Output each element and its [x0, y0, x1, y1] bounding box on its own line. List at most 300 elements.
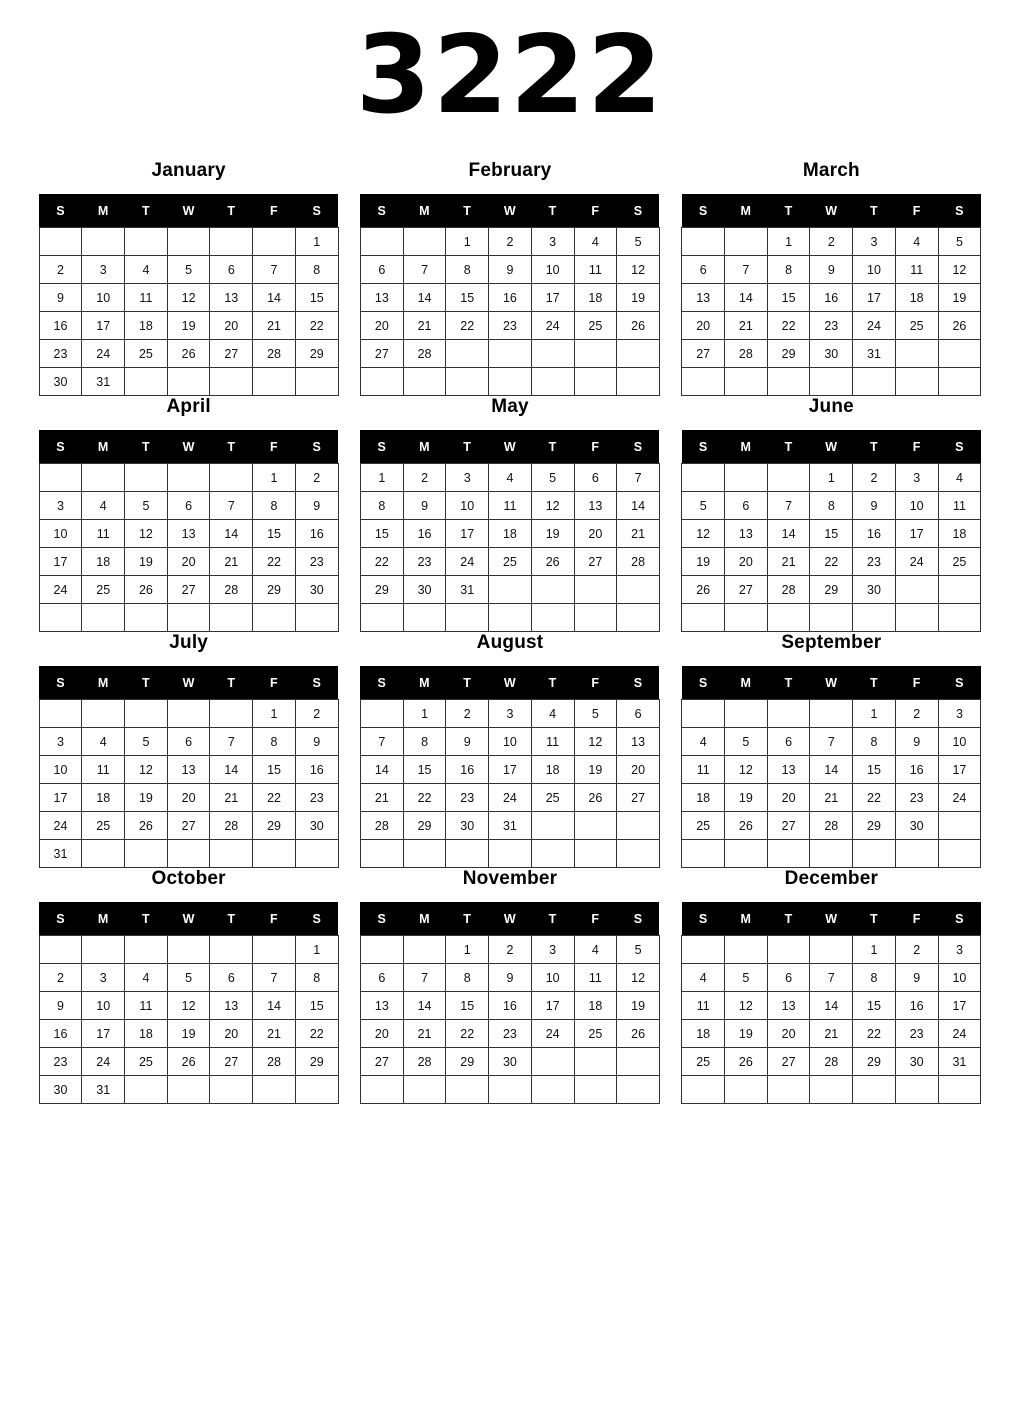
day-cell[interactable]: 9 [39, 992, 82, 1020]
day-cell[interactable]: 1 [853, 936, 896, 964]
day-cell[interactable]: 2 [895, 700, 938, 728]
day-cell[interactable]: 24 [531, 1020, 574, 1048]
day-cell[interactable]: 7 [403, 256, 446, 284]
day-cell[interactable]: 23 [895, 784, 938, 812]
day-cell[interactable]: 21 [810, 784, 853, 812]
day-cell[interactable]: 14 [360, 756, 403, 784]
day-cell[interactable]: 28 [810, 1048, 853, 1076]
day-cell[interactable]: 2 [446, 700, 489, 728]
day-cell[interactable]: 30 [895, 1048, 938, 1076]
day-cell[interactable]: 8 [767, 256, 810, 284]
day-cell[interactable]: 19 [167, 312, 210, 340]
day-cell[interactable]: 23 [295, 784, 338, 812]
day-cell[interactable]: 16 [895, 756, 938, 784]
day-cell[interactable]: 2 [403, 464, 446, 492]
day-cell[interactable]: 14 [810, 756, 853, 784]
day-cell[interactable]: 2 [489, 936, 532, 964]
day-cell[interactable]: 25 [574, 312, 617, 340]
day-cell[interactable]: 13 [210, 284, 253, 312]
day-cell[interactable]: 28 [767, 576, 810, 604]
day-cell[interactable]: 3 [531, 936, 574, 964]
day-cell[interactable]: 25 [682, 812, 725, 840]
day-cell[interactable]: 5 [938, 228, 981, 256]
day-cell[interactable]: 22 [810, 548, 853, 576]
day-cell[interactable]: 26 [725, 812, 768, 840]
day-cell[interactable]: 15 [403, 756, 446, 784]
day-cell[interactable]: 16 [295, 520, 338, 548]
day-cell[interactable]: 7 [725, 256, 768, 284]
day-cell[interactable]: 4 [489, 464, 532, 492]
day-cell[interactable]: 11 [938, 492, 981, 520]
day-cell[interactable]: 23 [853, 548, 896, 576]
day-cell[interactable]: 12 [125, 520, 168, 548]
day-cell[interactable]: 21 [210, 784, 253, 812]
day-cell[interactable]: 6 [617, 700, 660, 728]
day-cell[interactable]: 19 [617, 284, 660, 312]
day-cell[interactable]: 26 [125, 812, 168, 840]
day-cell[interactable]: 1 [446, 228, 489, 256]
day-cell[interactable]: 18 [82, 784, 125, 812]
day-cell[interactable]: 11 [574, 964, 617, 992]
day-cell[interactable]: 11 [82, 756, 125, 784]
day-cell[interactable]: 11 [125, 992, 168, 1020]
day-cell[interactable]: 11 [125, 284, 168, 312]
day-cell[interactable]: 11 [82, 520, 125, 548]
day-cell[interactable]: 8 [253, 728, 296, 756]
day-cell[interactable]: 16 [39, 312, 82, 340]
day-cell[interactable]: 10 [446, 492, 489, 520]
day-cell[interactable]: 14 [403, 992, 446, 1020]
day-cell[interactable]: 26 [938, 312, 981, 340]
day-cell[interactable]: 14 [810, 992, 853, 1020]
day-cell[interactable]: 12 [725, 992, 768, 1020]
day-cell[interactable]: 27 [360, 1048, 403, 1076]
day-cell[interactable]: 30 [446, 812, 489, 840]
day-cell[interactable]: 15 [253, 520, 296, 548]
day-cell[interactable]: 16 [295, 756, 338, 784]
day-cell[interactable]: 29 [253, 576, 296, 604]
day-cell[interactable]: 15 [853, 992, 896, 1020]
day-cell[interactable]: 17 [82, 312, 125, 340]
day-cell[interactable]: 29 [360, 576, 403, 604]
day-cell[interactable]: 25 [895, 312, 938, 340]
day-cell[interactable]: 14 [617, 492, 660, 520]
day-cell[interactable]: 20 [360, 1020, 403, 1048]
day-cell[interactable]: 3 [82, 256, 125, 284]
day-cell[interactable]: 13 [767, 992, 810, 1020]
day-cell[interactable]: 4 [895, 228, 938, 256]
day-cell[interactable]: 11 [574, 256, 617, 284]
day-cell[interactable]: 14 [725, 284, 768, 312]
day-cell[interactable]: 11 [895, 256, 938, 284]
day-cell[interactable]: 19 [938, 284, 981, 312]
day-cell[interactable]: 8 [295, 964, 338, 992]
day-cell[interactable]: 13 [682, 284, 725, 312]
day-cell[interactable]: 12 [617, 256, 660, 284]
day-cell[interactable]: 19 [125, 548, 168, 576]
day-cell[interactable]: 18 [682, 1020, 725, 1048]
day-cell[interactable]: 31 [938, 1048, 981, 1076]
day-cell[interactable]: 14 [253, 284, 296, 312]
day-cell[interactable]: 9 [895, 964, 938, 992]
day-cell[interactable]: 2 [39, 256, 82, 284]
day-cell[interactable]: 21 [810, 1020, 853, 1048]
day-cell[interactable]: 31 [82, 368, 125, 396]
day-cell[interactable]: 25 [82, 576, 125, 604]
day-cell[interactable]: 17 [531, 992, 574, 1020]
day-cell[interactable]: 9 [295, 492, 338, 520]
day-cell[interactable]: 29 [295, 1048, 338, 1076]
day-cell[interactable]: 19 [125, 784, 168, 812]
day-cell[interactable]: 11 [531, 728, 574, 756]
day-cell[interactable]: 6 [360, 256, 403, 284]
day-cell[interactable]: 20 [767, 1020, 810, 1048]
day-cell[interactable]: 25 [125, 1048, 168, 1076]
day-cell[interactable]: 27 [210, 340, 253, 368]
day-cell[interactable]: 26 [125, 576, 168, 604]
day-cell[interactable]: 11 [489, 492, 532, 520]
day-cell[interactable]: 24 [853, 312, 896, 340]
day-cell[interactable]: 27 [767, 812, 810, 840]
day-cell[interactable]: 26 [682, 576, 725, 604]
day-cell[interactable]: 18 [938, 520, 981, 548]
day-cell[interactable]: 21 [210, 548, 253, 576]
day-cell[interactable]: 1 [360, 464, 403, 492]
day-cell[interactable]: 28 [725, 340, 768, 368]
day-cell[interactable]: 10 [938, 728, 981, 756]
day-cell[interactable]: 3 [39, 728, 82, 756]
day-cell[interactable]: 7 [767, 492, 810, 520]
day-cell[interactable]: 18 [895, 284, 938, 312]
day-cell[interactable]: 3 [853, 228, 896, 256]
day-cell[interactable]: 2 [295, 700, 338, 728]
day-cell[interactable]: 17 [531, 284, 574, 312]
day-cell[interactable]: 2 [489, 228, 532, 256]
day-cell[interactable]: 14 [210, 520, 253, 548]
day-cell[interactable]: 5 [574, 700, 617, 728]
day-cell[interactable]: 20 [617, 756, 660, 784]
day-cell[interactable]: 30 [295, 812, 338, 840]
day-cell[interactable]: 23 [895, 1020, 938, 1048]
day-cell[interactable]: 18 [574, 284, 617, 312]
day-cell[interactable]: 9 [403, 492, 446, 520]
day-cell[interactable]: 26 [617, 1020, 660, 1048]
day-cell[interactable]: 14 [253, 992, 296, 1020]
day-cell[interactable]: 5 [725, 964, 768, 992]
day-cell[interactable]: 16 [489, 992, 532, 1020]
day-cell[interactable]: 14 [767, 520, 810, 548]
day-cell[interactable]: 12 [938, 256, 981, 284]
day-cell[interactable]: 16 [39, 1020, 82, 1048]
day-cell[interactable]: 3 [938, 936, 981, 964]
day-cell[interactable]: 17 [938, 992, 981, 1020]
day-cell[interactable]: 6 [682, 256, 725, 284]
day-cell[interactable]: 15 [767, 284, 810, 312]
day-cell[interactable]: 31 [39, 840, 82, 868]
day-cell[interactable]: 16 [403, 520, 446, 548]
day-cell[interactable]: 19 [725, 1020, 768, 1048]
day-cell[interactable]: 28 [210, 812, 253, 840]
day-cell[interactable]: 14 [210, 756, 253, 784]
day-cell[interactable]: 9 [853, 492, 896, 520]
day-cell[interactable]: 8 [403, 728, 446, 756]
day-cell[interactable]: 2 [895, 936, 938, 964]
day-cell[interactable]: 3 [489, 700, 532, 728]
day-cell[interactable]: 23 [810, 312, 853, 340]
day-cell[interactable]: 29 [810, 576, 853, 604]
day-cell[interactable]: 31 [853, 340, 896, 368]
day-cell[interactable]: 20 [167, 548, 210, 576]
day-cell[interactable]: 20 [725, 548, 768, 576]
day-cell[interactable]: 1 [810, 464, 853, 492]
day-cell[interactable]: 21 [403, 312, 446, 340]
day-cell[interactable]: 10 [82, 992, 125, 1020]
day-cell[interactable]: 5 [167, 256, 210, 284]
day-cell[interactable]: 3 [446, 464, 489, 492]
day-cell[interactable]: 4 [531, 700, 574, 728]
day-cell[interactable]: 7 [360, 728, 403, 756]
day-cell[interactable]: 23 [446, 784, 489, 812]
day-cell[interactable]: 30 [295, 576, 338, 604]
day-cell[interactable]: 24 [895, 548, 938, 576]
day-cell[interactable]: 26 [725, 1048, 768, 1076]
day-cell[interactable]: 3 [531, 228, 574, 256]
day-cell[interactable]: 12 [167, 992, 210, 1020]
day-cell[interactable]: 5 [125, 492, 168, 520]
day-cell[interactable]: 2 [39, 964, 82, 992]
day-cell[interactable]: 22 [295, 1020, 338, 1048]
day-cell[interactable]: 13 [167, 520, 210, 548]
day-cell[interactable]: 4 [125, 256, 168, 284]
day-cell[interactable]: 10 [39, 520, 82, 548]
day-cell[interactable]: 1 [295, 936, 338, 964]
day-cell[interactable]: 9 [295, 728, 338, 756]
day-cell[interactable]: 6 [167, 728, 210, 756]
day-cell[interactable]: 1 [253, 700, 296, 728]
day-cell[interactable]: 27 [725, 576, 768, 604]
day-cell[interactable]: 22 [360, 548, 403, 576]
day-cell[interactable]: 30 [403, 576, 446, 604]
day-cell[interactable]: 17 [446, 520, 489, 548]
day-cell[interactable]: 3 [82, 964, 125, 992]
day-cell[interactable]: 28 [253, 340, 296, 368]
day-cell[interactable]: 6 [767, 728, 810, 756]
day-cell[interactable]: 9 [895, 728, 938, 756]
day-cell[interactable]: 28 [810, 812, 853, 840]
day-cell[interactable]: 12 [167, 284, 210, 312]
day-cell[interactable]: 17 [39, 784, 82, 812]
day-cell[interactable]: 13 [574, 492, 617, 520]
day-cell[interactable]: 22 [403, 784, 446, 812]
day-cell[interactable]: 30 [810, 340, 853, 368]
day-cell[interactable]: 22 [253, 548, 296, 576]
day-cell[interactable]: 24 [39, 576, 82, 604]
day-cell[interactable]: 15 [853, 756, 896, 784]
day-cell[interactable]: 6 [725, 492, 768, 520]
day-cell[interactable]: 22 [295, 312, 338, 340]
day-cell[interactable]: 21 [403, 1020, 446, 1048]
day-cell[interactable]: 4 [938, 464, 981, 492]
day-cell[interactable]: 3 [938, 700, 981, 728]
day-cell[interactable]: 27 [682, 340, 725, 368]
day-cell[interactable]: 5 [167, 964, 210, 992]
day-cell[interactable]: 7 [210, 728, 253, 756]
day-cell[interactable]: 12 [725, 756, 768, 784]
day-cell[interactable]: 13 [167, 756, 210, 784]
day-cell[interactable]: 10 [531, 964, 574, 992]
day-cell[interactable]: 8 [295, 256, 338, 284]
day-cell[interactable]: 15 [253, 756, 296, 784]
day-cell[interactable]: 21 [725, 312, 768, 340]
day-cell[interactable]: 10 [39, 756, 82, 784]
day-cell[interactable]: 28 [360, 812, 403, 840]
day-cell[interactable]: 7 [617, 464, 660, 492]
day-cell[interactable]: 22 [446, 312, 489, 340]
day-cell[interactable]: 31 [489, 812, 532, 840]
day-cell[interactable]: 6 [210, 256, 253, 284]
day-cell[interactable]: 17 [895, 520, 938, 548]
day-cell[interactable]: 22 [253, 784, 296, 812]
day-cell[interactable]: 5 [617, 936, 660, 964]
day-cell[interactable]: 2 [295, 464, 338, 492]
day-cell[interactable]: 23 [39, 340, 82, 368]
day-cell[interactable]: 20 [767, 784, 810, 812]
day-cell[interactable]: 30 [39, 368, 82, 396]
day-cell[interactable]: 19 [531, 520, 574, 548]
day-cell[interactable]: 22 [853, 784, 896, 812]
day-cell[interactable]: 4 [125, 964, 168, 992]
day-cell[interactable]: 31 [446, 576, 489, 604]
day-cell[interactable]: 10 [531, 256, 574, 284]
day-cell[interactable]: 27 [617, 784, 660, 812]
day-cell[interactable]: 23 [489, 1020, 532, 1048]
day-cell[interactable]: 27 [210, 1048, 253, 1076]
day-cell[interactable]: 7 [403, 964, 446, 992]
day-cell[interactable]: 26 [617, 312, 660, 340]
day-cell[interactable]: 9 [810, 256, 853, 284]
day-cell[interactable]: 24 [446, 548, 489, 576]
day-cell[interactable]: 18 [125, 312, 168, 340]
day-cell[interactable]: 4 [574, 228, 617, 256]
day-cell[interactable]: 27 [360, 340, 403, 368]
day-cell[interactable]: 29 [295, 340, 338, 368]
day-cell[interactable]: 7 [253, 964, 296, 992]
day-cell[interactable]: 16 [853, 520, 896, 548]
day-cell[interactable]: 1 [446, 936, 489, 964]
day-cell[interactable]: 19 [574, 756, 617, 784]
day-cell[interactable]: 5 [725, 728, 768, 756]
day-cell[interactable]: 17 [938, 756, 981, 784]
day-cell[interactable]: 25 [125, 340, 168, 368]
day-cell[interactable]: 25 [82, 812, 125, 840]
day-cell[interactable]: 8 [810, 492, 853, 520]
day-cell[interactable]: 21 [253, 1020, 296, 1048]
day-cell[interactable]: 14 [403, 284, 446, 312]
day-cell[interactable]: 9 [446, 728, 489, 756]
day-cell[interactable]: 29 [767, 340, 810, 368]
day-cell[interactable]: 16 [895, 992, 938, 1020]
day-cell[interactable]: 30 [39, 1076, 82, 1104]
day-cell[interactable]: 21 [617, 520, 660, 548]
day-cell[interactable]: 9 [489, 256, 532, 284]
day-cell[interactable]: 8 [253, 492, 296, 520]
day-cell[interactable]: 10 [82, 284, 125, 312]
day-cell[interactable]: 17 [82, 1020, 125, 1048]
day-cell[interactable]: 13 [767, 756, 810, 784]
day-cell[interactable]: 4 [574, 936, 617, 964]
day-cell[interactable]: 20 [360, 312, 403, 340]
day-cell[interactable]: 20 [210, 1020, 253, 1048]
day-cell[interactable]: 7 [253, 256, 296, 284]
day-cell[interactable]: 7 [810, 964, 853, 992]
day-cell[interactable]: 9 [489, 964, 532, 992]
day-cell[interactable]: 25 [682, 1048, 725, 1076]
day-cell[interactable]: 18 [489, 520, 532, 548]
day-cell[interactable]: 5 [682, 492, 725, 520]
day-cell[interactable]: 8 [853, 964, 896, 992]
day-cell[interactable]: 24 [938, 1020, 981, 1048]
day-cell[interactable]: 30 [489, 1048, 532, 1076]
day-cell[interactable]: 26 [574, 784, 617, 812]
day-cell[interactable]: 26 [167, 340, 210, 368]
day-cell[interactable]: 12 [531, 492, 574, 520]
day-cell[interactable]: 20 [574, 520, 617, 548]
day-cell[interactable]: 8 [853, 728, 896, 756]
day-cell[interactable]: 26 [531, 548, 574, 576]
day-cell[interactable]: 8 [446, 256, 489, 284]
day-cell[interactable]: 5 [617, 228, 660, 256]
day-cell[interactable]: 27 [167, 576, 210, 604]
day-cell[interactable]: 13 [617, 728, 660, 756]
day-cell[interactable]: 28 [403, 1048, 446, 1076]
day-cell[interactable]: 1 [295, 228, 338, 256]
day-cell[interactable]: 29 [853, 812, 896, 840]
day-cell[interactable]: 21 [360, 784, 403, 812]
day-cell[interactable]: 18 [682, 784, 725, 812]
day-cell[interactable]: 25 [531, 784, 574, 812]
day-cell[interactable]: 11 [682, 992, 725, 1020]
day-cell[interactable]: 4 [682, 964, 725, 992]
day-cell[interactable]: 12 [682, 520, 725, 548]
day-cell[interactable]: 28 [617, 548, 660, 576]
day-cell[interactable]: 6 [574, 464, 617, 492]
day-cell[interactable]: 6 [360, 964, 403, 992]
day-cell[interactable]: 3 [39, 492, 82, 520]
day-cell[interactable]: 23 [295, 548, 338, 576]
day-cell[interactable]: 18 [125, 1020, 168, 1048]
day-cell[interactable]: 24 [938, 784, 981, 812]
day-cell[interactable]: 24 [531, 312, 574, 340]
day-cell[interactable]: 15 [446, 284, 489, 312]
day-cell[interactable]: 20 [167, 784, 210, 812]
day-cell[interactable]: 1 [767, 228, 810, 256]
day-cell[interactable]: 24 [489, 784, 532, 812]
day-cell[interactable]: 31 [82, 1076, 125, 1104]
day-cell[interactable]: 26 [167, 1048, 210, 1076]
day-cell[interactable]: 18 [531, 756, 574, 784]
day-cell[interactable]: 4 [682, 728, 725, 756]
day-cell[interactable]: 15 [810, 520, 853, 548]
day-cell[interactable]: 10 [895, 492, 938, 520]
day-cell[interactable]: 19 [167, 1020, 210, 1048]
day-cell[interactable]: 1 [853, 700, 896, 728]
day-cell[interactable]: 18 [82, 548, 125, 576]
day-cell[interactable]: 25 [489, 548, 532, 576]
day-cell[interactable]: 16 [446, 756, 489, 784]
day-cell[interactable]: 27 [167, 812, 210, 840]
day-cell[interactable]: 2 [810, 228, 853, 256]
day-cell[interactable]: 15 [295, 284, 338, 312]
